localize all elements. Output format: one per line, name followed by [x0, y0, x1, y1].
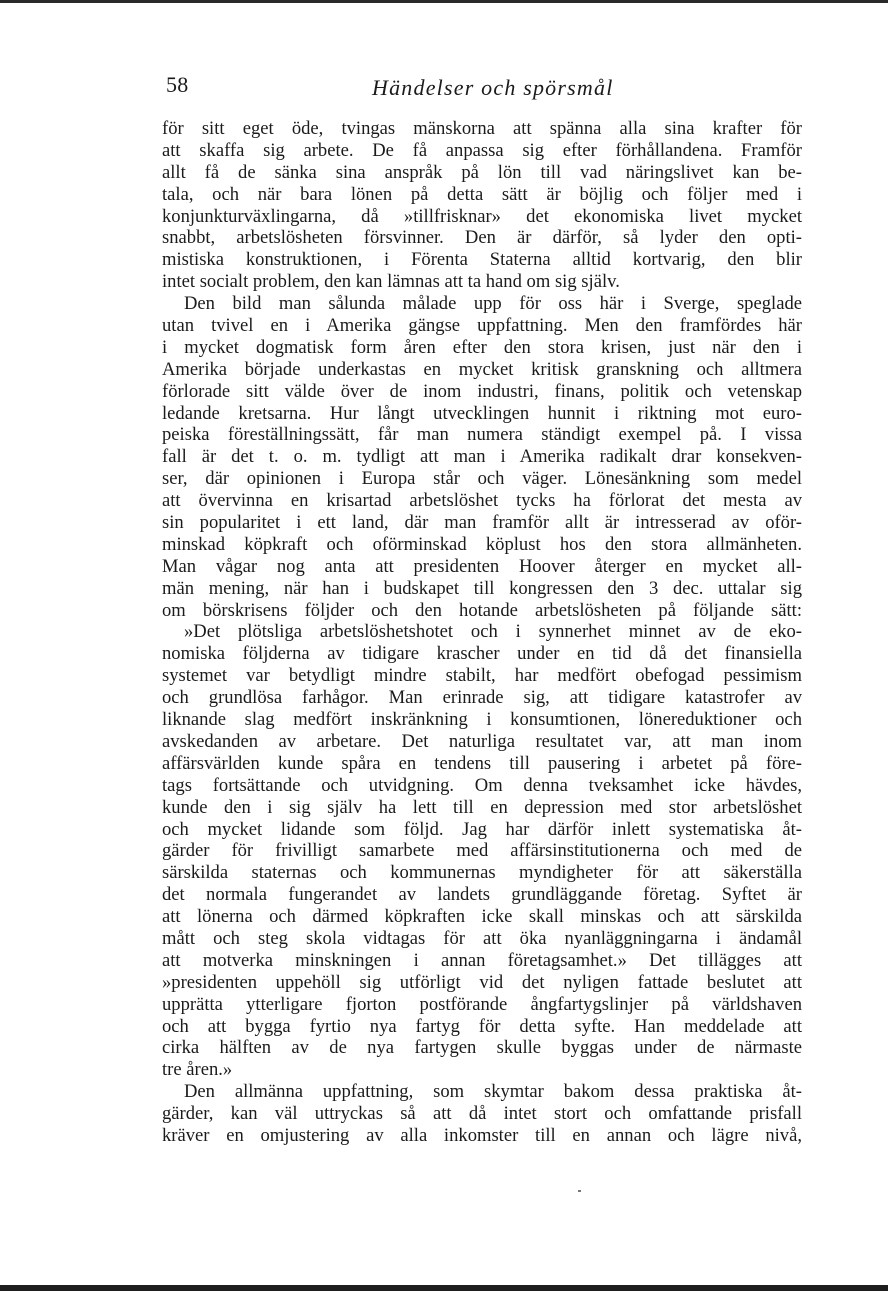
- text-line: att lönerna och därmed köpkraften icke skall minskas och att särskilda: [162, 906, 802, 928]
- text-line: att motverka minskningen i annan företagsamhet.» Det tillägges att: [162, 949, 802, 971]
- text-line: fall är det t. o. m. tydligt att man i Amerika radikalt drar konsekven-: [162, 446, 802, 468]
- text-line: upprätta ytterligare fjorton postförande ångfartygslinjer på världshaven: [162, 993, 802, 1015]
- text-line: gärder för frivilligt samarbete med affärsinstitutionerna och med de: [162, 840, 802, 862]
- text-line: snabbt, arbetslösheten försvinner. Den är därför, så lyder den opti-: [162, 227, 802, 249]
- text-line: män mening, när han i budskapet till kongressen den 3 dec. uttalar sig: [162, 577, 802, 599]
- bottom-border-rule: [0, 1285, 888, 1291]
- text-line: Amerika började underkastas en mycket kritisk granskning och alltmera: [162, 358, 802, 380]
- text-line: Man vågar nog anta att presidenten Hoover återger en mycket all-: [162, 555, 802, 577]
- text-line: det normala fungerandet av landets grundläggande företag. Syftet är: [162, 884, 802, 906]
- text-line: systemet var betydligt mindre stabilt, har medfört obefogad pessimism: [162, 665, 802, 687]
- text-line: avskedanden av arbetare. Det naturliga resultatet var, att man inom: [162, 730, 802, 752]
- body-text: [162, 118, 802, 1147]
- text-line: tags fortsättande och utvidgning. Om denna tveksamhet icke hävdes,: [162, 774, 802, 796]
- text-line: mistiska konstruktionen, i Förenta Staterna alltid kortvarig, den blir: [162, 249, 802, 271]
- text-line: affärsvärlden kunde spåra en tendens till pausering i arbetet på före-: [162, 752, 802, 774]
- text-line: nomiska följderna av tidigare krascher under en tid då det finansiella: [162, 643, 802, 665]
- text-line: intet socialt problem, den kan lämnas att ta hand om sig själv.: [162, 271, 620, 293]
- text-line: och att bygga fyrtio nya fartyg för detta syfte. Han meddelade att: [162, 1015, 802, 1037]
- text-line: tala, och när bara lönen på detta sätt är böjlig och följer med i: [162, 183, 802, 205]
- text-line: liknande slag medfört inskränkning i konsumtionen, lönereduktioner och: [162, 709, 802, 731]
- text-line: ser, där opinionen i Europa står och väger. Lönesänkning som medel: [162, 468, 802, 490]
- text-line: peiska föreställningssätt, får man numera ständigt exempel på. I vissa: [162, 424, 802, 446]
- text-line: Den bild man sålunda målade upp för oss här i Sverge, speglade: [184, 293, 802, 315]
- text-line: om börskrisens följder och den hotande arbetslösheten på följande sätt:: [162, 599, 802, 621]
- text-line: sin popularitet i ett land, där man framför allt är intresserad av oför-: [162, 512, 802, 534]
- text-line: förlorade sitt välde över de inom industri, finans, politik och vetenskap: [162, 380, 802, 402]
- text-line: allt få de sänka sina anspråk på lön till vad näringslivet kan be-: [162, 161, 802, 183]
- text-line: gärder, kan väl uttryckas så att då intet stort och omfattande prisfall: [162, 1103, 802, 1125]
- text-line: och mycket lidande som följd. Jag har därför inlett systematiska åt-: [162, 818, 802, 840]
- text-line: cirka hälften av de nya fartygen skulle byggas under de närmaste: [162, 1037, 802, 1059]
- text-line: ledande kretsarna. Hur långt utvecklingen hunnit i riktning mot euro-: [162, 402, 802, 424]
- text-line: och grundlösa farhågor. Man erinrade sig, att tidigare katastrofer av: [162, 687, 802, 709]
- text-line: minskad köpkraft och oförminskad köplust hos den stora allmänheten.: [162, 533, 802, 555]
- text-line: konjunkturväxlingarna, då »tillfrisknar» det ekonomiska livet mycket: [162, 205, 802, 227]
- page-header: [166, 72, 806, 106]
- top-border-rule: [0, 0, 888, 3]
- text-line: för sitt eget öde, tvingas mänskorna att spänna alla sina krafter för: [162, 118, 802, 139]
- text-line: särskilda staternas och kommunernas myndigheter för att säkerställa: [162, 862, 802, 884]
- stray-ink-mark: [578, 1190, 581, 1192]
- running-title: Händelser och spörsmål: [372, 75, 614, 100]
- page-number: 58: [166, 72, 189, 97]
- text-line: i mycket dogmatisk form åren efter den stora krisen, just när den i: [162, 336, 802, 358]
- text-line: att skaffa sig arbete. De få anpassa sig efter förhållandena. Framför: [162, 139, 802, 161]
- text-line: tre åren.»: [162, 1059, 233, 1081]
- text-line: »presidenten uppehöll sig utförligt vid det nyligen fattade beslutet att: [162, 971, 802, 993]
- text-line: att övervinna en krisartad arbetslöshet tycks ha förlorat det mesta av: [162, 490, 802, 512]
- text-line: Den allmänna uppfattning, som skymtar bakom dessa praktiska åt-: [184, 1081, 802, 1103]
- text-line: utan tvivel en i Amerika gängse uppfattning. Men den framfördes här: [162, 315, 802, 337]
- text-line: kunde den i sig själv ha lett till en depression med stor arbetslöshet: [162, 796, 802, 818]
- text-line: kräver en omjustering av alla inkomster till en annan och lägre nivå,: [162, 1124, 802, 1146]
- text-line: »Det plötsliga arbetslöshetshotet och i synnerhet minnet av de eko-: [184, 621, 802, 643]
- text-line: mått och steg skola vidtagas för att öka nyanläggningarna i ändamål: [162, 927, 802, 949]
